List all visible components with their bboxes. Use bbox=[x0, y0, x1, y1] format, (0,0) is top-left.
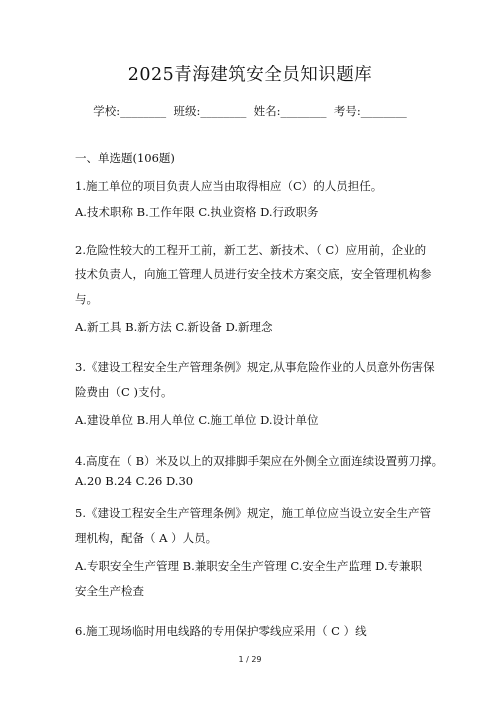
question-3-line-1: 3.《建设工程安全生产管理条例》规定,从事危险作业的人员意外伤害保 bbox=[75, 360, 435, 374]
question-3-line-2: 险费由（C )支付。 bbox=[75, 385, 173, 399]
question-4-options: A.20 B.24 C.26 D.30 bbox=[75, 474, 194, 488]
question-3-options: A.建设单位 B.用人单位 C.施工单位 D.设计单位 bbox=[75, 413, 319, 427]
student-info-line: 学校:________ 班级:________ 姓名:________ 考号:________ bbox=[93, 104, 407, 118]
question-5-line-1: 5.《建设工程安全生产管理条例》规定，施工单位应当设立安全生产管 bbox=[75, 506, 431, 520]
question-1-options: A.技术职称 B.工作年限 C.执业资格 D.行政职务 bbox=[75, 205, 319, 219]
question-6-line-1: 6.施工现场临时用电线路的专用保护零线应采用（ C ）线 bbox=[75, 624, 367, 638]
section-heading: 一、单选题(106题) bbox=[75, 151, 175, 165]
document-title: 2025青海建筑安全员知识题库 bbox=[127, 65, 373, 85]
question-5-line-2: 理机构，配备（ A ）人员。 bbox=[75, 531, 218, 545]
question-2-line-2: 技术负责人，向施工管理人员进行安全技术方案交底，安全管理机构参 bbox=[75, 267, 432, 281]
question-2-line-3: 与。 bbox=[75, 292, 98, 306]
question-2-options: A.新工具 B.新方法 C.新设备 D.新理念 bbox=[75, 320, 273, 334]
question-1-line-1: 1.施工单位的项目负责人应当由取得相应（C）的人员担任。 bbox=[75, 179, 383, 193]
question-2-line-1: 2.危险性较大的工程开工前，新工艺、新技术、（ C）应用前，企业的 bbox=[75, 243, 427, 257]
question-4-line-1: 4.高度在（ B）米及以上的双排脚手架应在外侧全立面连续设置剪刀撑。 bbox=[75, 454, 444, 468]
question-5-options: A.专职安全生产管理 B.兼职安全生产管理 C.安全生产监理 D.专兼职 bbox=[75, 559, 423, 573]
question-5-options-cont: 安全生产检查 bbox=[75, 584, 144, 598]
page-number: 1 / 29 bbox=[238, 655, 262, 664]
